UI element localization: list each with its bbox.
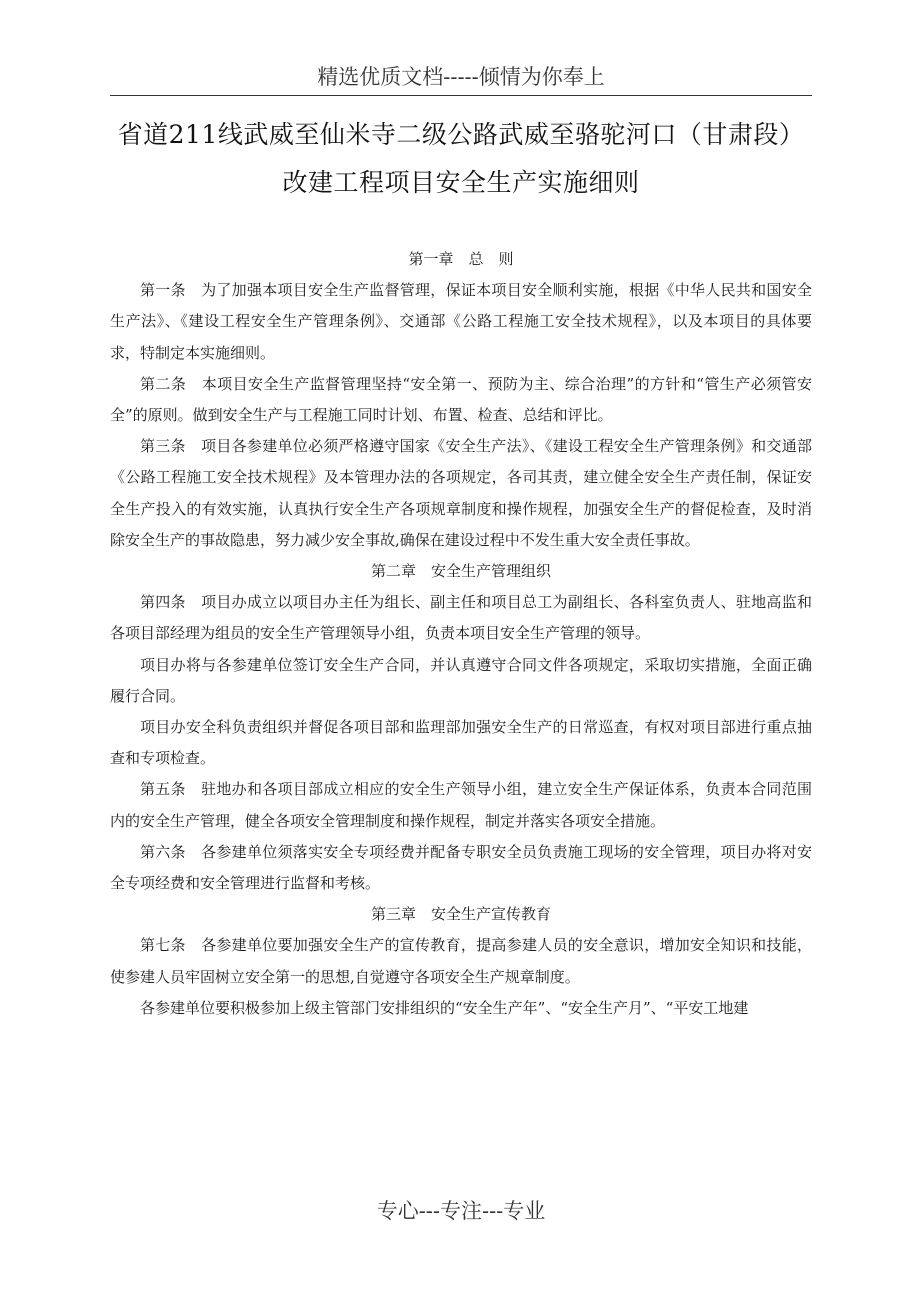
document-title-line-2: 改建工程项目安全生产实施细则 bbox=[282, 168, 640, 197]
chapter-heading bbox=[110, 244, 812, 275]
document-title-line-1: 省道211线武威至仙米寺二级公路武威至骆驼河口（甘肃段） bbox=[117, 120, 805, 149]
article-text: 各参建单位须落实安全专项经费并配备专职安全员负责施工现场的安全管理，项目办将对安全专项经费和安全管理进行监督和考核。 bbox=[110, 842, 812, 893]
chapter-name: 安全生产宣传教育 bbox=[431, 905, 552, 924]
chapter-name: 总 则 bbox=[468, 250, 514, 268]
article-label: 第二条 bbox=[140, 374, 187, 393]
body-paragraph: 项目办将与各参建单位签订安全生产合同，并认真遵守合同文件各项规定，采取切实措施，全面正确履行合同。 bbox=[110, 655, 812, 705]
article-paragraph bbox=[110, 837, 812, 899]
article-label: 第三条 bbox=[140, 437, 186, 456]
article-label: 第五条 bbox=[140, 780, 186, 799]
article-text: 驻地办和各项目部成立相应的安全生产领导小组，建立安全生产保证体系，负责本合同范围内的安全生产管理，健全各项安全管理制度和操作规程，制定并落实各项安全措施。 bbox=[110, 780, 812, 830]
chapter-name: 安全生产管理组织 bbox=[431, 562, 552, 581]
chapter-heading bbox=[110, 556, 812, 587]
page-header: 精选优质文档-----倾情为你奉上 bbox=[317, 65, 605, 89]
article-label: 第一条 bbox=[140, 281, 186, 300]
article-text: 项目各参建单位必须严格遵守国家《安全生产法》、《建设工程安全生产管理条例》和交通部《公路工程施工安全技术规程》及本管理办法的各项规定，各司其责，建立健全安全生产责任制，保证安全生产投入的有效实施，认真执行安全生产各项规章制度和操作规程，加强安全生产的督促检查，及时消除安全生产的事故隐患，努力减少安全事故,确保在建设过程中不发生重大安全责任事故。 bbox=[110, 437, 812, 549]
page-footer: 专心---专注---专业 bbox=[376, 1199, 546, 1223]
header-divider bbox=[110, 95, 812, 96]
article-paragraph bbox=[110, 369, 812, 431]
article-text: 各参建单位要加强安全生产的宣传教育，提高参建人员的安全意识，增加安全知识和技能，使参建人员牢固树立安全第一的思想,自觉遵守各项安全生产规章制度。 bbox=[110, 936, 812, 986]
chapter-heading bbox=[110, 899, 812, 930]
article-paragraph bbox=[110, 275, 812, 369]
article-paragraph bbox=[110, 587, 812, 649]
article-paragraph bbox=[110, 431, 812, 556]
article-label: 第六条 bbox=[140, 842, 186, 861]
article-text: 项目办成立以项目办主任为组长、副主任和项目总工为副组长、各科室负责人、驻地高监和各项目部经理为组员的安全生产管理领导小组，负责本项目安全生产管理的领导。 bbox=[110, 593, 812, 643]
chapter-label: 第二章 bbox=[370, 562, 416, 581]
article-label: 第七条 bbox=[140, 936, 186, 955]
article-paragraph bbox=[110, 930, 812, 992]
article-text: 本项目安全生产监督管理坚持“安全第一、预防为主、综合治理”的方针和“管生产必须管安全”的原则。做到安全生产与工程施工同时计划、布置、检查、总结和评比。 bbox=[110, 374, 812, 425]
body-paragraph: 项目办安全科负责组织并督促各项目部和监理部加强安全生产的日常巡查，有权对项目部进行重点抽查和专项检查。 bbox=[110, 718, 812, 768]
article-label: 第四条 bbox=[140, 593, 186, 612]
article-paragraph bbox=[110, 774, 812, 836]
document-body bbox=[110, 244, 812, 1024]
chapter-label: 第一章 bbox=[408, 250, 454, 268]
body-paragraph: 各参建单位要积极参加上级主管部门安排组织的“安全生产年”、“安全生产月”、“平安工地建 bbox=[140, 998, 749, 1017]
chapter-label: 第三章 bbox=[370, 905, 416, 924]
article-text: 为了加强本项目安全生产监督管理，保证本项目安全顺利实施，根据《中华人民共和国安全生产法》、《建设工程安全生产管理条例》、交通部《公路工程施工安全技术规程》，以及本项目的具体要求，特制定本实施细则。 bbox=[110, 281, 812, 362]
